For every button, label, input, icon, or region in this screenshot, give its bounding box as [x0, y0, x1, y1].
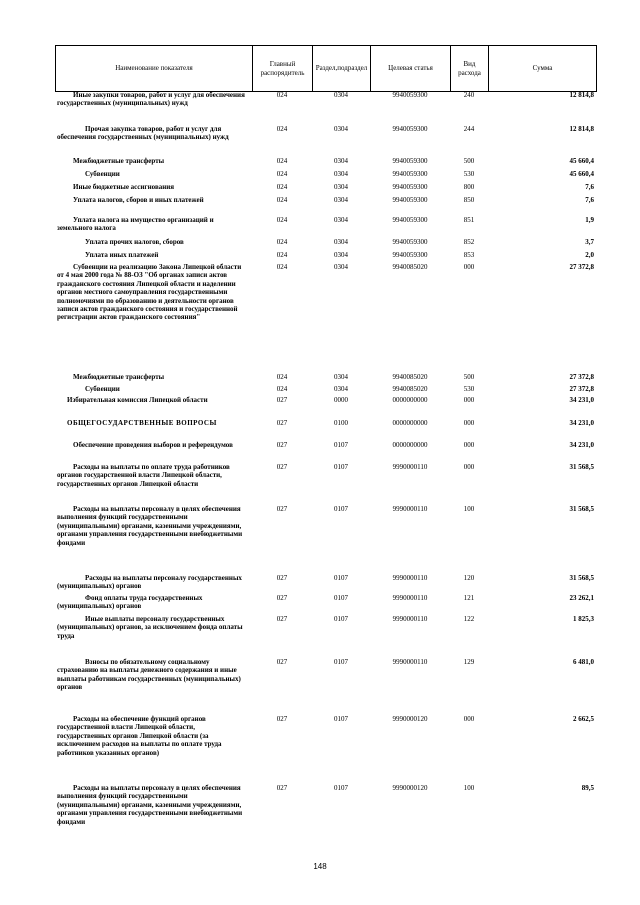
row-name: Субвенции — [85, 170, 120, 178]
row-section-code: 0304 — [334, 157, 348, 165]
row-sum: 27 372,8 — [569, 373, 594, 381]
row-target-code: 9940059300 — [392, 183, 428, 191]
row-sum: 6 481,0 — [573, 658, 594, 666]
row-expense-type: 850 — [463, 196, 475, 204]
row-name: Расходы на выплаты персоналу в целях обеспечения выполнения функций государственными (муниципальными) органами, казенными учреждениями, органами управления государственными внебюджетными фондами — [57, 784, 243, 826]
row-expense-type: 000 — [463, 715, 475, 723]
row-sum: 31 568,5 — [569, 463, 594, 471]
row-admin-code: 024 — [276, 385, 288, 393]
row-name: Межбюджетные трансферты — [73, 373, 165, 381]
row-name: Расходы на выплаты по оплате труда работников органов государственной власти Липецкой области, государственных органов Липецкой области — [57, 463, 230, 488]
row-section-code: 0304 — [334, 238, 348, 246]
row-admin-code: 027 — [276, 441, 288, 449]
row-sum: 45 660,4 — [569, 157, 594, 165]
row-admin-code: 027 — [276, 715, 288, 723]
row-sum: 89,5 — [581, 784, 594, 792]
row-name: Уплата иных платежей — [85, 251, 159, 259]
row-expense-type: 120 — [463, 574, 475, 582]
row-expense-type: 530 — [463, 385, 475, 393]
row-target-code: 9990000110 — [392, 658, 428, 666]
row-name: ОБЩЕГОСУДАРСТВЕННЫЕ ВОПРОСЫ — [67, 419, 217, 427]
row-admin-code: 024 — [276, 125, 288, 133]
row-target-code: 9940059300 — [392, 170, 428, 178]
table-header — [55, 45, 597, 92]
row-target-code: 9940085020 — [392, 385, 428, 393]
row-section-code: 0107 — [334, 658, 348, 666]
row-name: Межбюджетные трансферты — [73, 157, 165, 165]
row-target-code: 9940059300 — [392, 216, 428, 224]
row-expense-type: 000 — [463, 263, 475, 271]
row-admin-code: 024 — [276, 373, 288, 381]
row-name: Расходы на выплаты персоналу в целях обеспечения выполнения функций государственными (муниципальными) органами, казенными учреждениями, органами управления государственными внебюджетными фондами — [57, 505, 243, 547]
row-section-code: 0107 — [334, 505, 348, 513]
row-section-code: 0107 — [334, 615, 348, 623]
row-sum: 27 372,8 — [569, 263, 594, 271]
row-sum: 12 814,8 — [569, 125, 594, 133]
row-expense-type: 000 — [463, 463, 475, 471]
row-section-code: 0107 — [334, 441, 348, 449]
header-target: Целевая статья — [371, 46, 451, 92]
row-target-code: 0000000000 — [392, 441, 428, 449]
row-sum: 3,7 — [585, 238, 594, 246]
row-admin-code: 027 — [276, 396, 288, 404]
row-name: Расходы на выплаты персоналу государственных (муниципальных) органов — [57, 574, 242, 591]
row-admin-code: 027 — [276, 419, 288, 427]
row-target-code: 9940059300 — [392, 91, 428, 99]
row-expense-type: 852 — [463, 238, 475, 246]
row-section-code: 0304 — [334, 170, 348, 178]
row-expense-type: 000 — [463, 396, 475, 404]
row-sum: 34 231,0 — [569, 441, 594, 449]
row-admin-code: 027 — [276, 463, 288, 471]
row-admin-code: 027 — [276, 594, 288, 602]
row-name: Взносы по обязательному социальному страхованию на выплаты денежного содержания и иные выплаты работникам государственных (муниципальных) органов — [57, 658, 241, 692]
row-section-code: 0304 — [334, 91, 348, 99]
row-name: Иные выплаты персоналу государственных (муниципальных) органов, за исключением фонда оплаты труда — [57, 615, 243, 640]
row-sum: 45 660,4 — [569, 170, 594, 178]
header-admin: Главный распорядитель — [253, 46, 313, 92]
row-section-code: 0304 — [334, 125, 348, 133]
row-expense-type: 853 — [463, 251, 475, 259]
row-expense-type: 530 — [463, 170, 475, 178]
row-name: Субвенции на реализацию Закона Липецкой области от 4 мая 2000 года № 88-ОЗ "Об органах записи актов гражданского состояния Липецкой области и наделении органов местного самоуправления государственными полномочиями по образованию и деятельности органов записи актов гражданского состояния и государственной регистрации актов гражданского состояния" — [57, 263, 242, 322]
row-expense-type: 100 — [463, 784, 475, 792]
row-target-code: 9940085020 — [392, 263, 428, 271]
row-sum: 7,6 — [585, 196, 594, 204]
row-section-code: 0304 — [334, 373, 348, 381]
row-expense-type: 000 — [463, 419, 475, 427]
row-expense-type: 500 — [463, 157, 475, 165]
row-admin-code: 027 — [276, 505, 288, 513]
row-name: Прочая закупка товаров, работ и услуг для обеспечения государственных (муниципальных) нужд — [57, 125, 229, 142]
row-sum: 31 568,5 — [569, 574, 594, 582]
row-expense-type: 240 — [463, 91, 475, 99]
row-target-code: 9940059300 — [392, 125, 428, 133]
row-expense-type: 800 — [463, 183, 475, 191]
row-sum: 34 231,0 — [569, 419, 594, 427]
row-sum: 27 372,8 — [569, 385, 594, 393]
header-type: Вид расхода — [451, 46, 489, 92]
row-section-code: 0000 — [334, 396, 348, 404]
row-admin-code: 024 — [276, 216, 288, 224]
row-section-code: 0304 — [334, 251, 348, 259]
row-target-code: 0000000000 — [392, 419, 428, 427]
row-name: Уплата прочих налогов, сборов — [85, 238, 184, 246]
row-target-code: 9990000110 — [392, 594, 428, 602]
row-admin-code: 027 — [276, 615, 288, 623]
page-number: 148 — [313, 862, 327, 871]
header-sum: Сумма — [489, 46, 597, 92]
row-target-code: 9940085020 — [392, 373, 428, 381]
header-section: Раздел,подраздел — [313, 46, 371, 92]
row-section-code: 0304 — [334, 196, 348, 204]
row-name: Фонд оплаты труда государственных (муниципальных) органов — [57, 594, 203, 611]
row-section-code: 0107 — [334, 715, 348, 723]
row-sum: 2,0 — [585, 251, 594, 259]
row-admin-code: 024 — [276, 238, 288, 246]
row-expense-type: 122 — [463, 615, 475, 623]
row-target-code: 9990000120 — [392, 715, 428, 723]
row-target-code: 9940059300 — [392, 238, 428, 246]
row-admin-code: 024 — [276, 251, 288, 259]
row-name: Избирательная комиссия Липецкой области — [67, 396, 208, 404]
row-section-code: 0107 — [334, 594, 348, 602]
row-target-code: 9990000110 — [392, 574, 428, 582]
row-expense-type: 100 — [463, 505, 475, 513]
row-target-code: 9940059300 — [392, 196, 428, 204]
row-admin-code: 024 — [276, 170, 288, 178]
row-name: Обеспечение проведения выборов и референдумов — [73, 441, 233, 449]
row-section-code: 0304 — [334, 216, 348, 224]
row-name: Субвенции — [85, 385, 120, 393]
row-expense-type: 500 — [463, 373, 475, 381]
row-expense-type: 121 — [463, 594, 475, 602]
row-target-code: 9990000110 — [392, 463, 428, 471]
row-target-code: 9990000120 — [392, 784, 428, 792]
row-section-code: 0304 — [334, 263, 348, 271]
row-admin-code: 024 — [276, 263, 288, 271]
row-admin-code: 024 — [276, 91, 288, 99]
row-sum: 2 662,5 — [573, 715, 594, 723]
row-admin-code: 024 — [276, 157, 288, 165]
row-section-code: 0100 — [334, 419, 348, 427]
row-section-code: 0304 — [334, 183, 348, 191]
row-name: Расходы на обеспечение функций органов государственной власти Липецкой области, государственных органов Липецкой области (за исключением расходов на выплаты по оплате труда работников указанных органов) — [57, 715, 222, 757]
row-expense-type: 244 — [463, 125, 475, 133]
row-target-code: 9940059300 — [392, 157, 428, 165]
row-expense-type: 000 — [463, 441, 475, 449]
row-expense-type: 851 — [463, 216, 475, 224]
row-sum: 34 231,0 — [569, 396, 594, 404]
row-admin-code: 024 — [276, 183, 288, 191]
row-section-code: 0107 — [334, 463, 348, 471]
row-name: Иные закупки товаров, работ и услуг для обеспечения государственных (муниципальных) нужд — [57, 91, 245, 108]
row-sum: 31 568,5 — [569, 505, 594, 513]
row-name: Уплата налога на имущество организаций и земельного налога — [57, 216, 214, 233]
row-target-code: 9940059300 — [392, 251, 428, 259]
row-sum: 12 814,8 — [569, 91, 594, 99]
row-expense-type: 129 — [463, 658, 475, 666]
row-sum: 1,9 — [585, 216, 594, 224]
row-sum: 1 825,3 — [573, 615, 594, 623]
row-section-code: 0107 — [334, 574, 348, 582]
row-name: Иные бюджетные ассигнования — [73, 183, 175, 191]
row-sum: 23 262,1 — [569, 594, 594, 602]
row-section-code: 0107 — [334, 784, 348, 792]
row-sum: 7,6 — [585, 183, 594, 191]
header-name: Наименование показателя — [56, 46, 253, 92]
row-admin-code: 024 — [276, 196, 288, 204]
row-admin-code: 027 — [276, 574, 288, 582]
row-target-code: 9990000110 — [392, 505, 428, 513]
row-admin-code: 027 — [276, 784, 288, 792]
row-admin-code: 027 — [276, 658, 288, 666]
row-section-code: 0304 — [334, 385, 348, 393]
row-name: Уплата налогов, сборов и иных платежей — [73, 196, 204, 204]
row-target-code: 0000000000 — [392, 396, 428, 404]
row-target-code: 9990000110 — [392, 615, 428, 623]
